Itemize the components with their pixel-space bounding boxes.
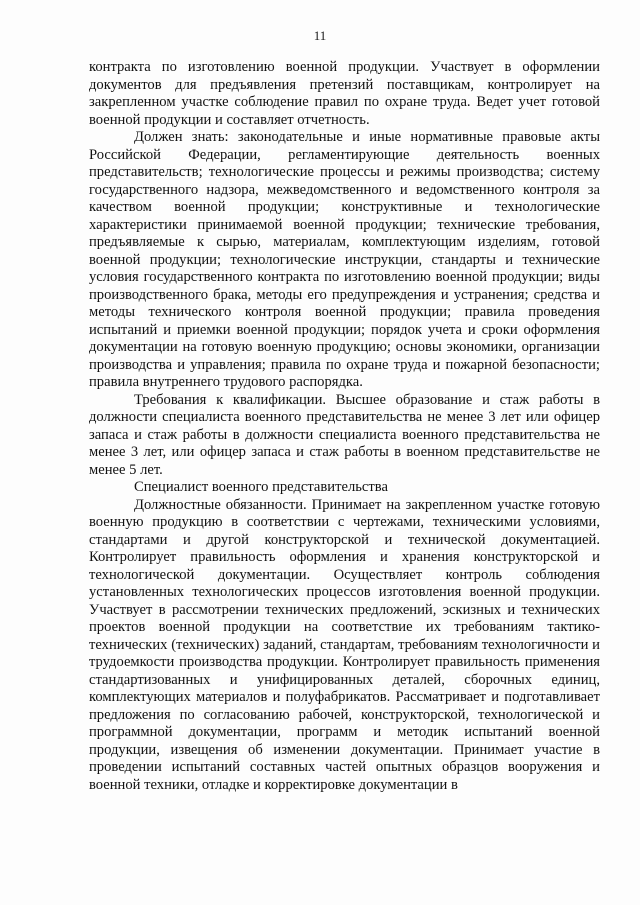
duties-paragraph: Должностные обязанности. Принимает на закрепленном участке готовую военную продукцию в соответствии с чертежами, техническими условиями, стандартами и другой конструкторской и технической документацией. Контролирует правильность оформления и хранения конструкторской и технологической документации. Осуществляет контроль соблюдения установленных технологических процессов изготовления военной продукции. Участвует в рассмотрении технических предложений, эскизных и технических проектов военной продукции на соответствие их требованиям тактико-технических (технических) заданий, стандартам, требованиям технологичности и трудоемкости производства продукции. Контролирует правильность применения стандартизованных и унифицированных деталей, сборочных единиц, комплектующих материалов и полуфабрикатов. Рассматривает и подготавливает предложения по согласованию рабочей, конструкторской, технологической и программной документации, программ и методик испытаний военной продукции, извещения об изменении документации. Принимает участие в проведении испытаний составных частей опытных образцов вооружения и военной техники, отладке и корректировке документации в: [89, 496, 600, 793]
qualification-paragraph: Требования к квалификации. Высшее образование и стаж работы в должности специалиста военного представительства не менее 3 лет или офицер запаса и стаж работы в должности специалиста военного представительства не менее 3 лет, или офицер запаса и стаж работы в военном представительстве не менее 5 лет.: [89, 391, 600, 478]
must-know-paragraph: Должен знать: законодательные и иные нормативные правовые акты Российской Федерации, регламентирующие деятельность военных представительств; технологические процессы и режимы производства; систему государственного надзора, межведомственного и ведомственного контроля за качеством военной продукции; конструктивные и технологические характеристики принимаемой военной продукции; технические требования, предъявляемые к сырью, материалам, комплектующим изделиям, готовой военной продукции; технологические инструкции, стандарты и технические условия государственного контракта по изготовлению военной продукции; виды производственного брака, методы его предупреждения и устранения; средства и методы технического контроля военной продукции; правила проведения испытаний и приемки военной продукции; порядок учета и сроки оформления документации на готовую военную продукцию; основы экономики, организации производства и управления; правила по охране труда и пожарной безопасности; правила внутреннего трудового распорядка.: [89, 129, 600, 390]
document-body: [89, 59, 600, 794]
section-heading: Специалист военного представительства: [134, 479, 388, 495]
continuation-paragraph: контракта по изготовлению военной продукции. Участвует в оформлении документов для предъявления претензий поставщикам, контролирует на закрепленном участке соблюдение правил по охране труда. Ведет учет готовой военной продукции и составляет отчетность.: [89, 59, 600, 128]
page-number: 11: [313, 28, 327, 43]
